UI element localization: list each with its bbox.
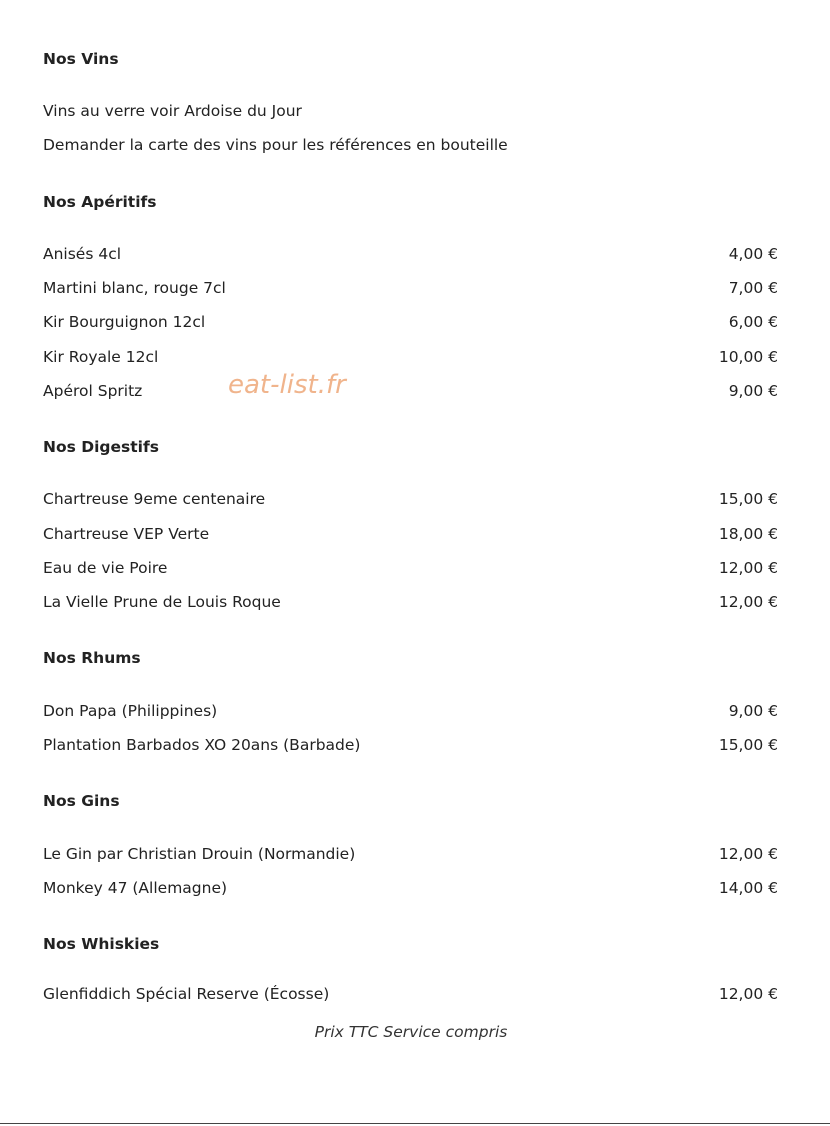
item-price: 15,00 € — [718, 490, 778, 508]
item-name: Glenfiddich Spécial Reserve (Écosse) — [43, 985, 330, 1003]
item-price: 7,00 € — [728, 279, 778, 297]
item-price: 12,00 € — [718, 845, 778, 863]
menu-item — [43, 844, 778, 864]
section-heading-digestifs: Nos Digestifs — [43, 438, 159, 456]
menu-item — [43, 735, 778, 755]
footer-note: Prix TTC Service compris — [314, 1023, 508, 1041]
item-price: 12,00 € — [718, 985, 778, 1003]
item-name: Plantation Barbados XO 20ans (Barbade) — [43, 736, 361, 754]
menu-item — [43, 278, 778, 298]
menu-item — [43, 592, 778, 612]
item-name: Don Papa (Philippines) — [43, 702, 218, 720]
menu-item — [43, 701, 778, 721]
item-price: 9,00 € — [728, 382, 778, 400]
item-name: Monkey 47 (Allemagne) — [43, 879, 228, 897]
item-price: 15,00 € — [718, 736, 778, 754]
section-heading-whiskies: Nos Whiskies — [43, 935, 160, 953]
menu-item — [43, 312, 778, 332]
item-price: 14,00 € — [718, 879, 778, 897]
item-name: Anisés 4cl — [43, 245, 122, 263]
item-price: 6,00 € — [728, 313, 778, 331]
item-name: Le Gin par Christian Drouin (Normandie) — [43, 845, 356, 863]
section-heading-gins: Nos Gins — [43, 792, 120, 810]
item-price: 12,00 € — [718, 559, 778, 577]
menu-item — [43, 558, 778, 578]
item-price: 18,00 € — [718, 525, 778, 543]
menu-item — [43, 244, 778, 264]
vins-note-bottle: Demander la carte des vins pour les références en bouteille — [43, 136, 508, 154]
item-price: 9,00 € — [728, 702, 778, 720]
vins-note-glass: Vins au verre voir Ardoise du Jour — [43, 102, 302, 120]
menu-item — [43, 381, 778, 401]
item-name: La Vielle Prune de Louis Roque — [43, 593, 281, 611]
watermark-logo: eat-list.fr — [228, 370, 346, 400]
item-name: Kir Royale 12cl — [43, 348, 159, 366]
item-name: Eau de vie Poire — [43, 559, 168, 577]
menu-item — [43, 878, 778, 898]
item-price: 12,00 € — [718, 593, 778, 611]
section-heading-vins: Nos Vins — [43, 50, 119, 68]
menu-item — [43, 489, 778, 509]
item-name: Kir Bourguignon 12cl — [43, 313, 206, 331]
item-price: 10,00 € — [718, 348, 778, 366]
menu-item — [43, 524, 778, 544]
item-name: Apérol Spritz — [43, 382, 143, 400]
menu-item — [43, 347, 778, 367]
item-price: 4,00 € — [728, 245, 778, 263]
item-name: Martini blanc, rouge 7cl — [43, 279, 226, 297]
bottom-divider — [0, 1123, 830, 1124]
item-name: Chartreuse VEP Verte — [43, 525, 210, 543]
item-name: Chartreuse 9eme centenaire — [43, 490, 266, 508]
section-heading-aperitifs: Nos Apéritifs — [43, 193, 157, 211]
section-heading-rhums: Nos Rhums — [43, 649, 141, 667]
menu-item — [43, 984, 778, 1004]
